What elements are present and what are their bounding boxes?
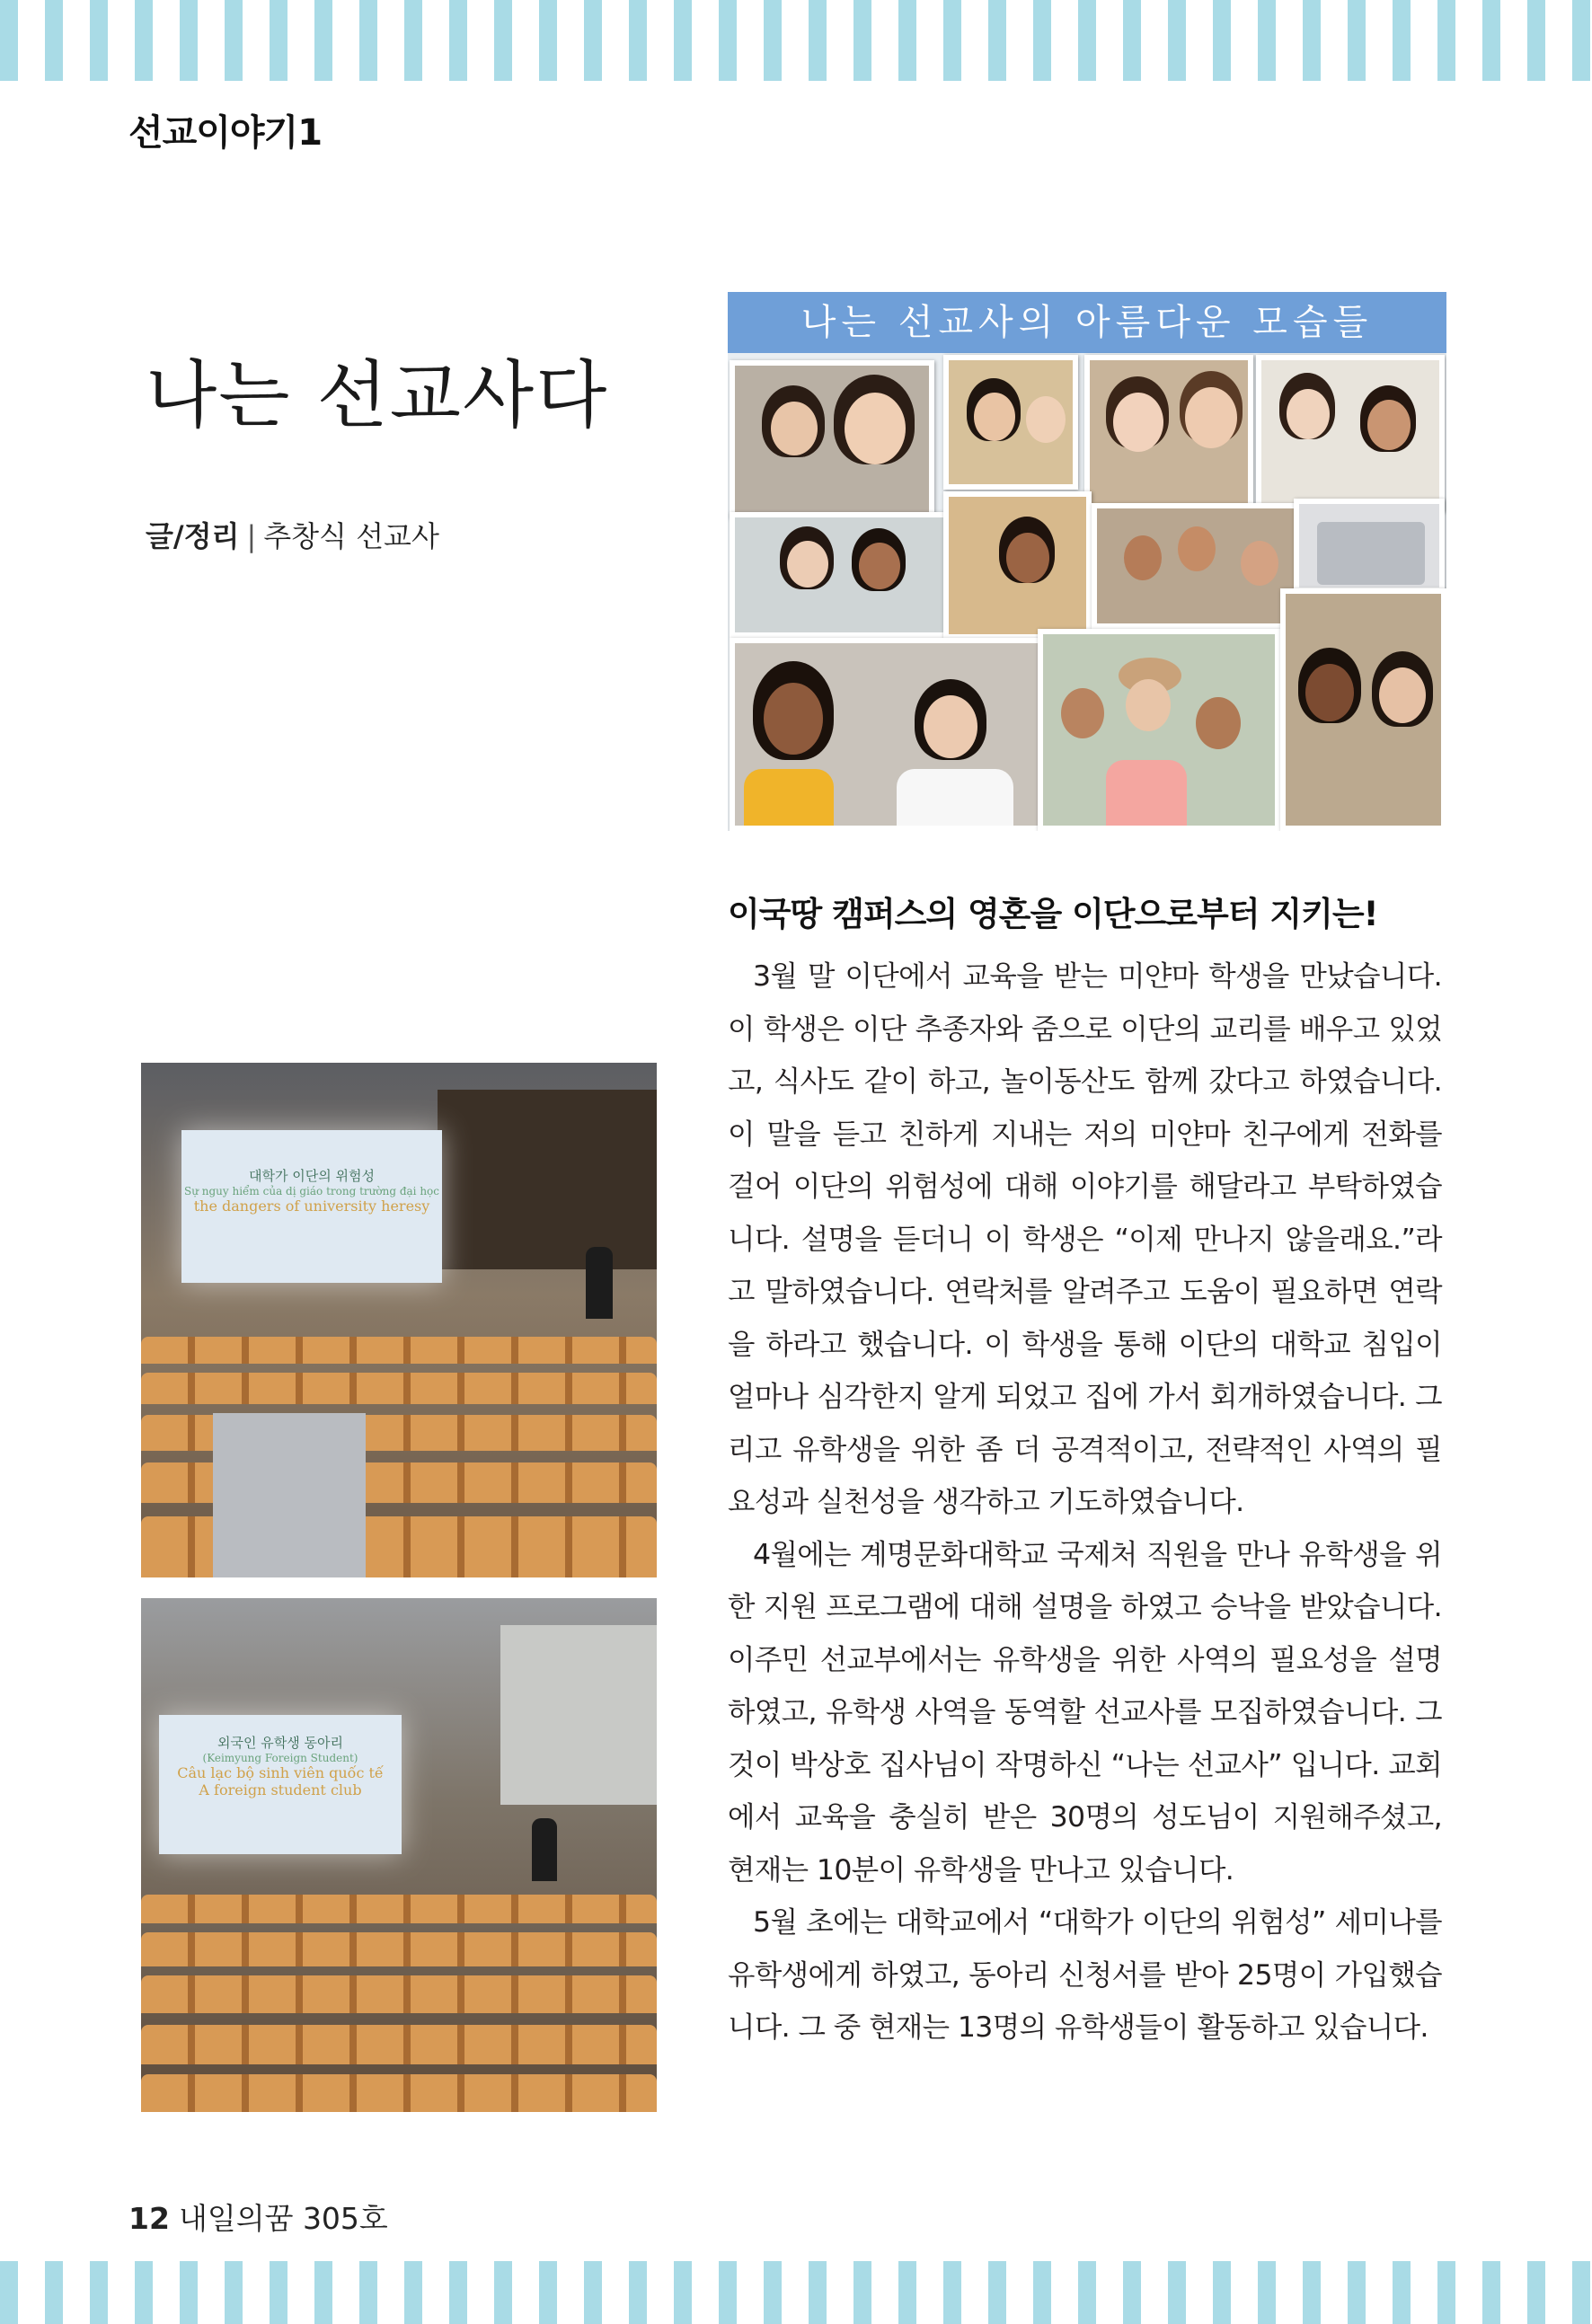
screen-subtitle: (Keimyung Foreign Student) <box>202 1752 358 1764</box>
aisle <box>213 1413 366 1577</box>
top-stripe-border <box>0 0 1592 81</box>
projector-screen <box>159 1715 402 1854</box>
collage-photo <box>1256 355 1445 512</box>
screen-title: 대학가 이단의 위험성 <box>249 1168 375 1184</box>
paragraph: 4월에는 계명문화대학교 국제처 직원을 만나 유학생을 위한 지원 프로그램에 대해 설명을 하였고 승낙을 받았습니다. 이주민 선교부에서는 유학생을 위한 사역의 필요성을 설명하였고, 유학생 사역을 동역할 선교사를 모집하였습니다. 그것이 박상호 집사님이 작명하신 “나는 선교사” 입니다. 교회에서 교육을 충실히 받은 30명의 성도님이 지원해주셨고, 현재는 10분이 유학생을 만나고 있습니다. <box>728 1538 1442 1887</box>
screen-subtitle: Sự nguy hiểm của dị giáo trong trường đại học <box>183 1185 439 1197</box>
paragraph: 3월 말 이단에서 교육을 받는 미얀마 학생을 만났습니다. 이 학생은 이단 추종자와 줌으로 이단의 교리를 배우고 있었고, 식사도 같이 하고, 놀이동산도 함께 갔다고 하였습니다. 이 말을 듣고 친하게 지내는 저의 미얀마 친구에게 전화를 걸어 이단의 위험성에 대해 이야기를 해달라고 부탁하였습니다. 설명을 듣더니 이 학생은 “이제 만나지 않을래요.”라고 말하였습니다. 연락처를 알려주고 도움이 필요하면 연락을 하라고 했습니다. 이 학생을 통해 이단의 대학교 침입이 얼마나 심각한지 알게 되었고 집에 가서 회개하였습니다. 그리고 유학생을 위한 좀 더 공격적이고, 전략적인 사역의 필요성과 실천성을 생각하고 기도하였습니다. <box>728 960 1442 1518</box>
collage-photo <box>1092 503 1307 629</box>
publication-name: 내일의꿈 305호 <box>178 2201 388 2236</box>
section-heading: 이국땅 캠퍼스의 영혼을 이단으로부터 지키는! <box>728 895 1378 933</box>
article-title: 나는 선교사다 <box>146 353 609 438</box>
collage-photo <box>1084 355 1253 517</box>
collage-photo <box>943 491 1092 640</box>
collage-banner: 나는 선교사의 아름다운 모습들 <box>728 292 1446 353</box>
byline-separator: | <box>246 519 257 553</box>
byline-author: 추창식 선교사 <box>263 519 439 553</box>
page-number: 12 <box>128 2201 170 2236</box>
paragraph: 5월 초에는 대학교에서 “대학가 이단의 위험성” 세미나를 유학생에게 하였고, 동아리 신청서를 받아 25명이 가입했습니다. 그 중 현재는 13명의 유학생들이 활동하고 있습니다. <box>728 1906 1442 2044</box>
collage-photo <box>730 638 1044 831</box>
screen-english: the dangers of university heresy <box>193 1197 430 1215</box>
collage-photo <box>730 360 934 518</box>
article-body <box>728 950 1442 2054</box>
projector-screen <box>181 1130 442 1283</box>
photo-collage <box>728 292 1446 831</box>
section-label: 선교이야기1 <box>128 112 323 154</box>
collage-photo <box>1280 588 1446 831</box>
speaker-figure <box>586 1247 613 1319</box>
screen-english: A foreign student club <box>199 1781 362 1798</box>
seminar-photo-heresy <box>141 1063 657 1577</box>
collage-photo <box>1038 629 1280 831</box>
collage-photo <box>730 512 950 638</box>
page-footer <box>128 2196 388 2238</box>
byline-role: 글/정리 <box>146 519 240 553</box>
speaker-figure <box>532 1818 557 1881</box>
byline <box>146 514 439 555</box>
seminar-photo-club <box>141 1598 657 2112</box>
screen-title: 외국인 유학생 동아리 <box>217 1735 343 1751</box>
screen-vietnamese: Câu lạc bộ sinh viên quốc tế <box>177 1764 384 1781</box>
bottom-stripe-border <box>0 2261 1592 2324</box>
collage-photo <box>1294 499 1445 593</box>
collage-photo <box>943 355 1078 490</box>
